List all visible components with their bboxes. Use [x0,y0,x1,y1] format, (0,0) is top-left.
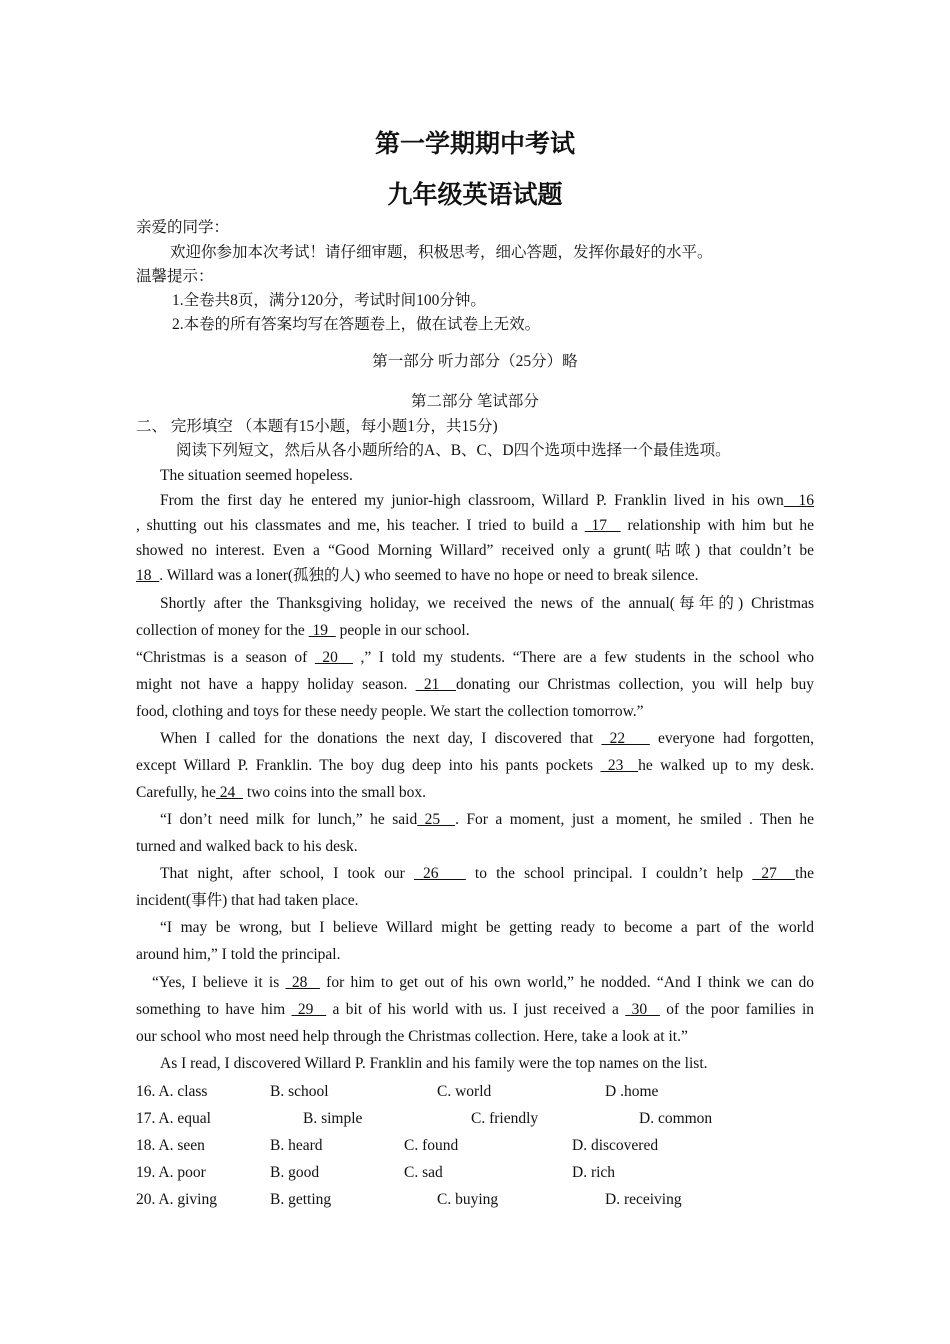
exam-title: 第一学期期中考试 [374,129,575,158]
blank-17: 17 [584,517,621,534]
blank-29: 29 [291,1001,327,1018]
blank-20: 20 [314,649,353,666]
blank-23: 23 [600,757,639,774]
passage-line: showed no interest. Even a “Good Morning Willard” received only a grunt(咕哝) that couldn’t be [136,542,814,559]
cloze-instruction: 阅读下列短文，然后从各小题所给的A、B、C、D四个选项中选择一个最佳选项。 [176,442,731,459]
blank-21: 21 [415,676,456,693]
passage-line: “Christmas is a season of 20 ,” I told my students. “There are a few students in the school who [136,649,815,666]
tip-2: 2.本卷的所有答案均写在答题卷上，做在试卷上无效。 [172,316,541,333]
option-b: B. good [270,1164,320,1181]
cloze-heading: 二、 完形填空 （本题有15小题，每小题1分，共15分) [136,418,498,435]
welcome-text: 欢迎你参加本次考试！请仔细审题，积极思考，细心答题，发挥你最好的水平。 [170,244,713,261]
passage-line: That night, after school, I took our 26 to the school principal. I couldn’t help 27 the [160,865,814,882]
option-a: 20. A. giving [136,1191,217,1208]
option-c: C. buying [437,1191,499,1208]
option-b: B. getting [270,1191,332,1208]
option-c: C. sad [404,1164,443,1181]
blank-22: 22 [601,730,650,747]
blank-26: 26 [413,865,466,882]
option-c: C. found [404,1137,459,1154]
blank-30: 30 [625,1001,660,1018]
option-a: 16. A. class [136,1083,208,1100]
passage-line: food, clothing and toys for these needy people. We start the collection tomorrow.” [136,703,644,720]
passage-line: As I read, I discovered Willard P. Franklin and his family were the top names on the list. [160,1055,708,1072]
passage-line: , shutting out his classmates and me, his teacher. I tried to build a 17 relationship with him but he [136,517,815,534]
option-d: D. receiving [605,1191,682,1208]
blank-24: 24 [215,784,244,801]
passage-line: our school who most need help through the Christmas collection. Here, take a look at it.” [136,1028,688,1045]
passage-line: turned and walked back to his desk. [136,838,358,855]
passage-line: “I don’t need milk for lunch,” he said 25 . For a moment, just a moment, he smiled . Then he [160,811,814,828]
option-b: B. heard [270,1137,323,1154]
option-a: 18. A. seen [136,1137,205,1154]
option-a: 17. A. equal [136,1110,211,1127]
passage-line: Shortly after the Thanksgiving holiday, we received the news of the annual(每年的) Christmas [160,595,814,612]
part1-heading: 第一部分 听力部分（25分）略 [372,353,578,370]
option-d: D. rich [572,1164,616,1181]
blank-16: 16 [783,492,814,509]
passage-line: collection of money for the 19 people in our school. [136,622,470,639]
option-d: D. discovered [572,1137,659,1154]
option-d: D. common [639,1110,713,1127]
blank-18: 18 [136,567,160,584]
passage-line: might not have a happy holiday season. 21 donating our Christmas collection, you will help buy [136,676,814,693]
blank-19: 19 [308,622,336,639]
option-c: C. friendly [471,1110,539,1127]
passage-line: “Yes, I believe it is 28 for him to get out of his own world,” he nodded. “And I think we can do [152,974,814,991]
blank-28: 28 [285,974,320,991]
passage-line: except Willard P. Franklin. The boy dug deep into his pants pockets 23 he walked up to my desk. [136,757,815,774]
passage-line: The situation seemed hopeless. [160,467,353,484]
option-b: B. simple [303,1110,363,1127]
passage-line: something to have him 29 a bit of his world with us. I just received a 30 of the poor families in [136,1001,815,1018]
blank-27: 27 [752,865,796,882]
passage-line: 18 . Willard was a loner(孤独的人) who seemed to have no hope or need to break silence. [136,567,699,584]
exam-subtitle: 九年级英语试题 [387,180,563,209]
passage-line: Carefully, he 24 two coins into the small box. [136,784,427,801]
passage-line: From the first day he entered my junior-high classroom, Willard P. Franklin lived in his own 16 [160,492,814,509]
option-b: B. school [270,1083,329,1100]
part2-heading: 第二部分 笔试部分 [411,393,539,410]
passage-line: “I may be wrong, but I believe Willard might be getting ready to become a part of the world [160,919,814,936]
option-a: 19. A. poor [136,1164,206,1181]
option-c: C. world [437,1083,492,1100]
passage-line: incident(事件) that had taken place. [136,892,359,909]
tip-1: 1.全卷共8页，满分120分，考试时间100分钟。 [172,292,486,309]
blank-25: 25 [417,811,456,828]
passage-line: When I called for the donations the next day, I discovered that 22 everyone had forgotten, [160,730,815,747]
option-d: D .home [605,1083,659,1100]
greeting: 亲爱的同学： [136,219,230,236]
tips-label: 温馨提示： [136,268,214,285]
passage-line: around him,” I told the principal. [136,946,341,963]
